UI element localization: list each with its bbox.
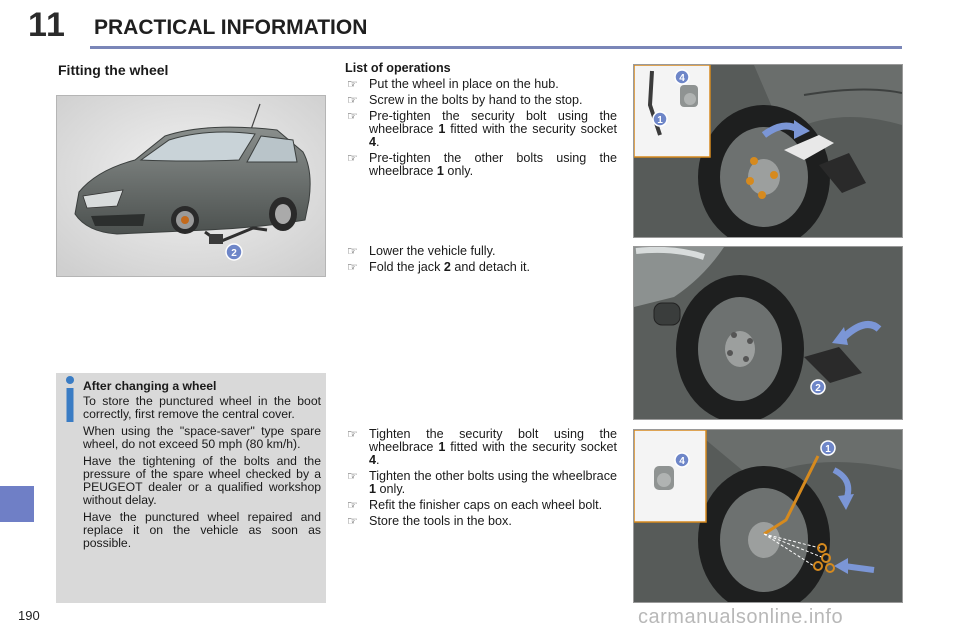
info-box bbox=[56, 373, 326, 603]
pointing-hand-icon: ☞ bbox=[347, 260, 358, 274]
pointing-hand-icon: ☞ bbox=[347, 469, 358, 483]
operation-step: ☞ Fold the jack 2 and detach it. bbox=[347, 260, 531, 274]
chapter-number: 11 bbox=[28, 6, 66, 44]
info-paragraph: To store the punctured wheel in the boot correctly, first remove the central cover. bbox=[83, 394, 321, 421]
operation-step: ☞ Screw in the bolts by hand to the stop. bbox=[347, 93, 583, 107]
info-icon bbox=[64, 375, 76, 423]
pointing-hand-icon: ☞ bbox=[347, 109, 358, 123]
operation-step: ☞ Pre-tighten the security bolt using the wheelbrace 1 fitted with the security socket 4. bbox=[347, 109, 617, 149]
chapter-side-tab bbox=[0, 486, 34, 522]
pointing-hand-icon: ☞ bbox=[347, 77, 358, 91]
header-rule bbox=[90, 46, 902, 49]
operations-group-1 bbox=[345, 62, 617, 181]
info-heading: After changing a wheel bbox=[83, 379, 217, 393]
operation-step: ☞ Put the wheel in place on the hub. bbox=[347, 77, 559, 91]
pointing-hand-icon: ☞ bbox=[347, 244, 358, 258]
pointing-hand-icon: ☞ bbox=[347, 498, 358, 512]
socket-callout-label: 4 bbox=[679, 73, 685, 84]
pointing-hand-icon: ☞ bbox=[347, 427, 358, 441]
operation-step: ☞ Refit the finisher caps on each wheel bolt. bbox=[347, 498, 603, 512]
operation-step: ☞ Pre-tighten the other bolts using the wheelbrace 1 only. bbox=[347, 151, 617, 178]
info-paragraph: Have the tightening of the bolts and the pressure of the spare wheel checked by a PEUGEOT dealer or a qualified workshop without delay. bbox=[83, 454, 321, 507]
operations-group-2 bbox=[345, 245, 617, 277]
photo-lower-jack bbox=[633, 246, 903, 420]
chapter-title: PRACTICAL INFORMATION bbox=[94, 16, 368, 39]
operations-heading: List of operations bbox=[345, 61, 451, 75]
watermark: carmanualsonline.info bbox=[638, 606, 844, 628]
operation-step: ☞ Lower the vehicle fully. bbox=[347, 244, 496, 258]
pointing-hand-icon: ☞ bbox=[347, 151, 358, 165]
wheelbrace-callout-label: 1 bbox=[825, 444, 831, 455]
operation-step: ☞ Tighten the other bolts using the wheelbrace 1 only. bbox=[347, 469, 617, 496]
socket-callout-label: 4 bbox=[679, 456, 685, 467]
pointing-hand-icon: ☞ bbox=[347, 514, 358, 528]
car-illustration bbox=[56, 95, 326, 277]
info-paragraph: Have the punctured wheel repaired and replace it on the vehicle as soon as possible. bbox=[83, 510, 321, 550]
wheelbrace-callout-label: 1 bbox=[657, 115, 663, 126]
page-number: 190 bbox=[18, 608, 40, 623]
jack-callout-label: 2 bbox=[815, 383, 821, 394]
operations-group-3 bbox=[345, 428, 617, 531]
photo-tighten-bolts bbox=[633, 429, 903, 603]
jack-callout-label: 2 bbox=[231, 248, 237, 259]
section-title: Fitting the wheel bbox=[58, 62, 169, 78]
photo-fit-bolts bbox=[633, 64, 903, 238]
pointing-hand-icon: ☞ bbox=[347, 93, 358, 107]
operation-step: ☞ Tighten the security bolt using the wheelbrace 1 fitted with the security socket 4. bbox=[347, 427, 617, 467]
info-paragraph: When using the "space-saver" type spare wheel, do not exceed 50 mph (80 km/h). bbox=[83, 424, 321, 451]
operation-step: ☞ Store the tools in the box. bbox=[347, 514, 512, 528]
